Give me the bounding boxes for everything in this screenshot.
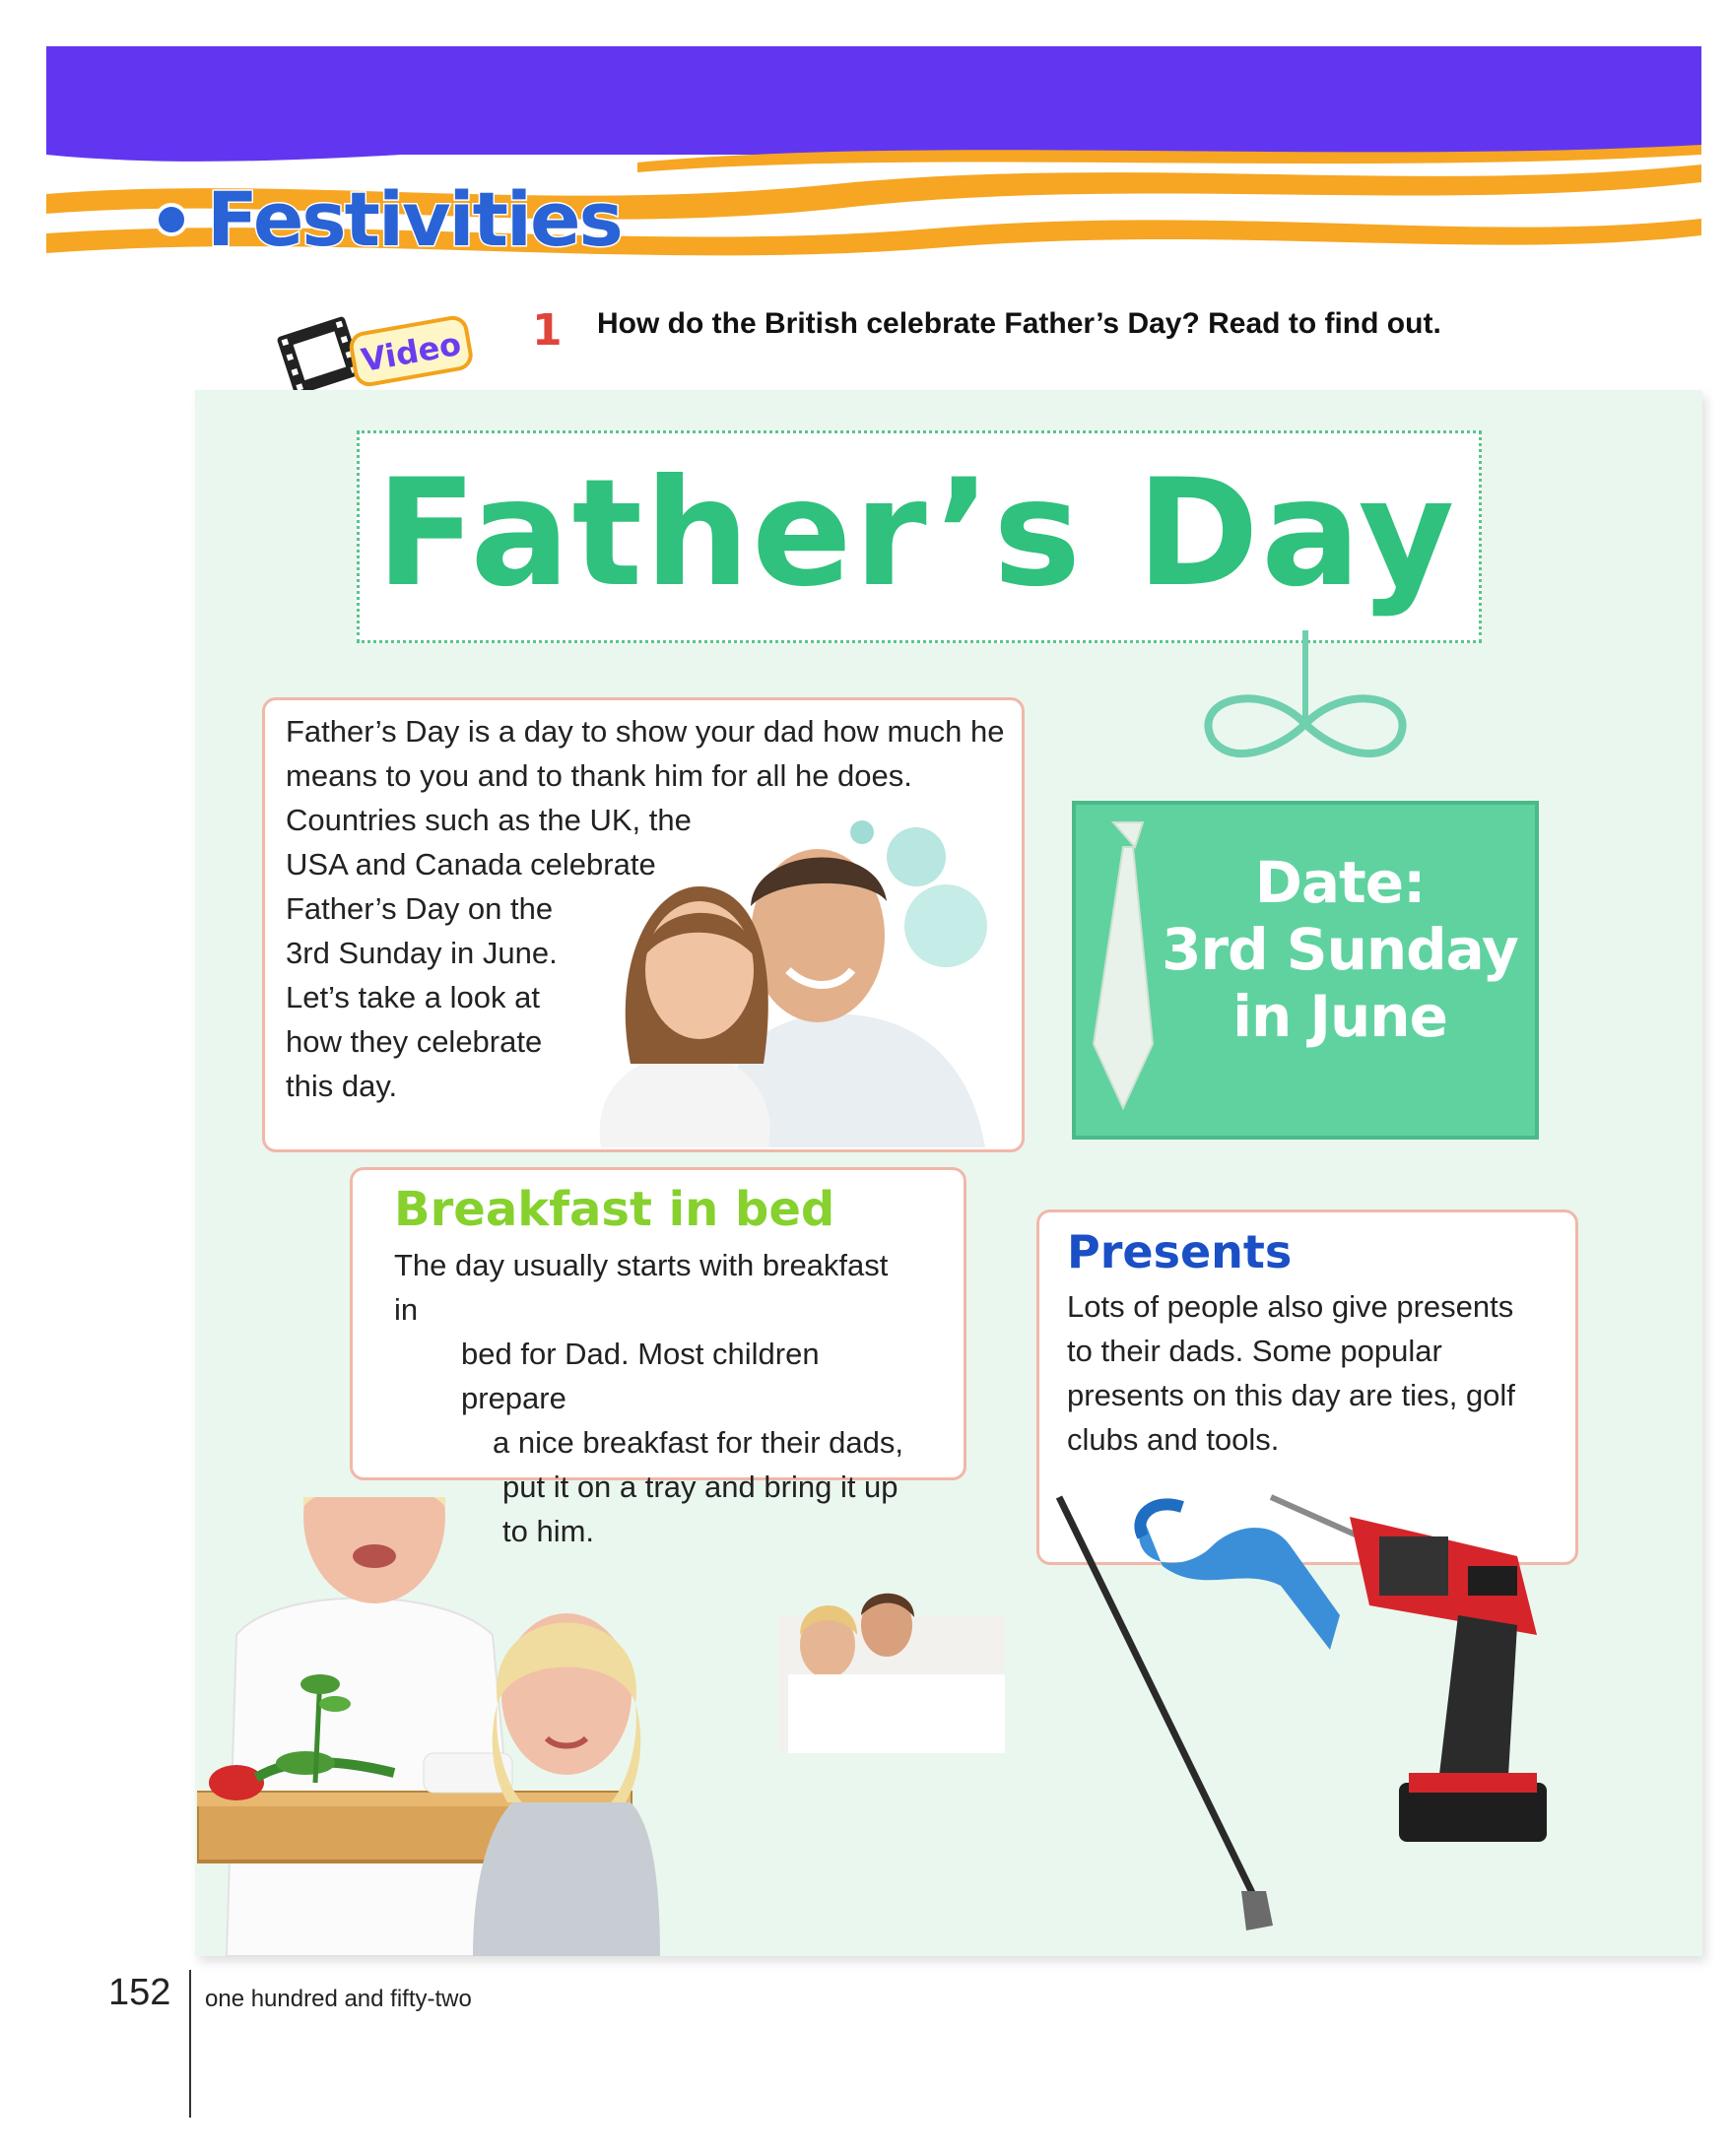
breakfast-line: bed for Dad. Most children prepare bbox=[461, 1337, 820, 1415]
breakfast-line: put it on a tray and bring it up bbox=[502, 1470, 898, 1504]
date-line: Date: bbox=[1254, 849, 1426, 916]
intro-line: Countries such as the UK, the bbox=[286, 803, 692, 837]
film-icon bbox=[277, 316, 364, 396]
intro-line: Father’s Day is a day to show your dad how much he bbox=[286, 714, 1005, 749]
video-label: Video bbox=[358, 324, 464, 380]
intro-line: USA and Canada celebrate bbox=[286, 847, 656, 882]
page-number-words: one hundred and fifty-two bbox=[205, 1986, 472, 2012]
intro-line: 3rd Sunday in June. bbox=[286, 936, 558, 970]
breakfast-line: a nice breakfast for their dads, bbox=[493, 1425, 904, 1460]
presents-line: Lots of people also give presents bbox=[1067, 1289, 1514, 1324]
article-title: Father’s Day bbox=[375, 448, 1457, 620]
task-instruction: How do the British celebrate Father’s Day? Read to find out. bbox=[597, 307, 1441, 340]
date-line: in June bbox=[1232, 983, 1447, 1050]
intro-line: how they celebrate bbox=[286, 1024, 543, 1059]
intro-line: Father’s Day on the bbox=[286, 891, 554, 926]
breakfast-heading: Breakfast in bed bbox=[394, 1182, 835, 1237]
section-title: Festivities bbox=[207, 175, 622, 263]
presents-line: presents on this day are ties, golf bbox=[1067, 1378, 1515, 1412]
video-badge[interactable] bbox=[276, 295, 483, 404]
breakfast-tray-photo bbox=[197, 1497, 1005, 1956]
intro-line: means to you and to thank him for all he does. bbox=[286, 758, 912, 793]
breakfast-line: to him. bbox=[502, 1514, 595, 1548]
presents-line: clubs and tools. bbox=[1067, 1422, 1280, 1457]
presents-photo bbox=[1044, 1477, 1635, 1940]
presents-heading: Presents bbox=[1067, 1225, 1293, 1278]
intro-line: Let’s take a look at bbox=[286, 980, 540, 1014]
tie-gift-icon bbox=[1139, 1504, 1340, 1650]
date-label bbox=[1143, 849, 1537, 1050]
intro-text bbox=[286, 709, 1015, 1108]
breakfast-line: The day usually starts with breakfast in bbox=[394, 1248, 889, 1327]
date-line: 3rd Sunday bbox=[1162, 916, 1518, 983]
intro-line: this day. bbox=[286, 1069, 398, 1103]
footer-divider bbox=[189, 1970, 191, 2118]
presents-text bbox=[1067, 1284, 1550, 1462]
task-number: 1 bbox=[532, 305, 563, 356]
page-number: 152 bbox=[108, 1972, 171, 2013]
drill-icon bbox=[1271, 1497, 1547, 1842]
presents-line: to their dads. Some popular bbox=[1067, 1334, 1442, 1368]
section-bullet bbox=[155, 203, 188, 236]
